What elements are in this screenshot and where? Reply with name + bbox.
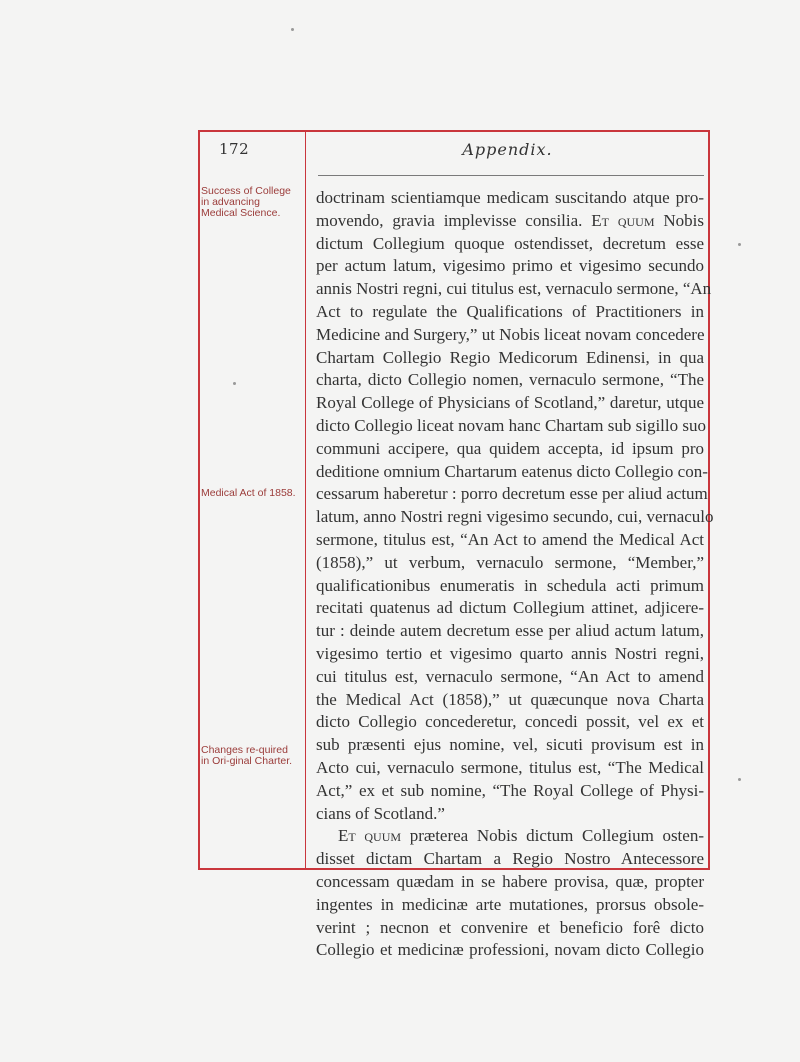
text-line: vigesimo tertio et vigesimo quarto annis Nostri regni, bbox=[316, 643, 704, 663]
text-line: cians of Scotland.” bbox=[316, 803, 445, 823]
sidenote-charter-changes: Changes re-quired in Ori-ginal Charter. bbox=[201, 744, 293, 767]
paper-speck bbox=[738, 778, 741, 781]
text-line: Chartam Collegio Regio Medicorum Edinensi, in qua bbox=[316, 347, 704, 367]
paper-speck bbox=[233, 382, 236, 385]
text-line: latum, anno Nostri regni vigesimo secundo, cui, vernaculo bbox=[316, 507, 714, 527]
text-line: Act to regulate the Qualifications of Practitioners in bbox=[316, 301, 704, 321]
text-line: cui titulus est, vernaculo sermone, “An Act to amend bbox=[316, 666, 704, 686]
text-line: doctrinam scientiamque medicam suscitando atque pro- bbox=[316, 188, 704, 207]
text-line: qualificationibus enumeratis in schedula acti primum bbox=[316, 575, 704, 595]
text-line: sermone, titulus est, “An Act to amend the Medical Act bbox=[316, 529, 704, 549]
text-line: dicto Collegio liceat novam hanc Chartam sub sigillo suo bbox=[316, 415, 706, 435]
text-line: annis Nostri regni, cui titulus est, vernaculo sermone, “An bbox=[316, 279, 712, 299]
text-line: dictum Collegium quoque ostendisset, decretum esse bbox=[316, 233, 704, 253]
running-head: Appendix. bbox=[462, 140, 553, 159]
page-number: 172 bbox=[219, 140, 250, 158]
header-rule bbox=[318, 175, 704, 176]
text-line: charta, dicto Collegio nomen, vernaculo sermone, “The bbox=[316, 370, 704, 390]
text-line: communi accipere, qua quidem accepta, id ipsum pro bbox=[316, 438, 704, 458]
text-line: ingentes in medicinæ arte mutationes, prorsus obsole- bbox=[316, 894, 704, 914]
text-line: Royal College of Physicians of Scotland,” daretur, utque bbox=[316, 393, 704, 413]
text-line: deditione omnium Chartarum eatenus dicto Collegio con- bbox=[316, 461, 708, 481]
text-line: Medicine and Surgery,” ut Nobis liceat novam concedere bbox=[316, 324, 705, 344]
text-line: movendo, gravia implevisse consilia. Et quum Nobis bbox=[316, 210, 704, 230]
paper-speck bbox=[291, 28, 294, 31]
sidenote-college-success: Success of College in advancing Medical Science. bbox=[201, 185, 291, 219]
text-line: tur : deinde autem decretum esse per aliud actum latum, bbox=[316, 621, 704, 641]
text-line: cessarum haberetur : porro decretum esse per aliud actum bbox=[316, 484, 708, 504]
text-line: sub præsenti ejus nomine, vel, sicuti provisum est in bbox=[316, 735, 704, 755]
text-line: dicto Collegio concederetur, concedi possit, vel ex et bbox=[316, 712, 704, 732]
text-line: verint ; necnon et convenire et beneficio forê dicto bbox=[316, 917, 704, 937]
text-line: disset dictam Chartam a Regio Nostro Antecessore bbox=[316, 849, 704, 869]
text-line: concessam quædam in se habere provisa, quæ, propter bbox=[316, 871, 704, 891]
text-line: Et quum præterea Nobis dictum Collegium osten- bbox=[338, 826, 704, 846]
text-line: Act,” ex et sub nomine, “The Royal College of Physi- bbox=[316, 780, 704, 800]
text-line: the Medical Act (1858),” ut quæcunque nova Charta bbox=[316, 689, 704, 709]
text-line: per actum latum, vigesimo primo et vigesimo secundo bbox=[316, 256, 704, 276]
sidenote-medical-act: Medical Act of 1858. bbox=[201, 487, 296, 499]
margin-divider bbox=[305, 130, 306, 870]
text-line: Collegio et medicinæ professioni, novam dicto Collegio bbox=[316, 940, 704, 960]
paper-speck bbox=[738, 243, 741, 246]
text-line: Acto cui, vernaculo sermone, titulus est, “The Medical bbox=[316, 757, 704, 777]
text-line: (1858),” ut verbum, vernaculo sermone, “Member,” bbox=[316, 552, 704, 572]
text-line: recitati quatenus ad dictum Collegium attinet, adjicere- bbox=[316, 598, 704, 618]
body-text bbox=[316, 187, 714, 962]
